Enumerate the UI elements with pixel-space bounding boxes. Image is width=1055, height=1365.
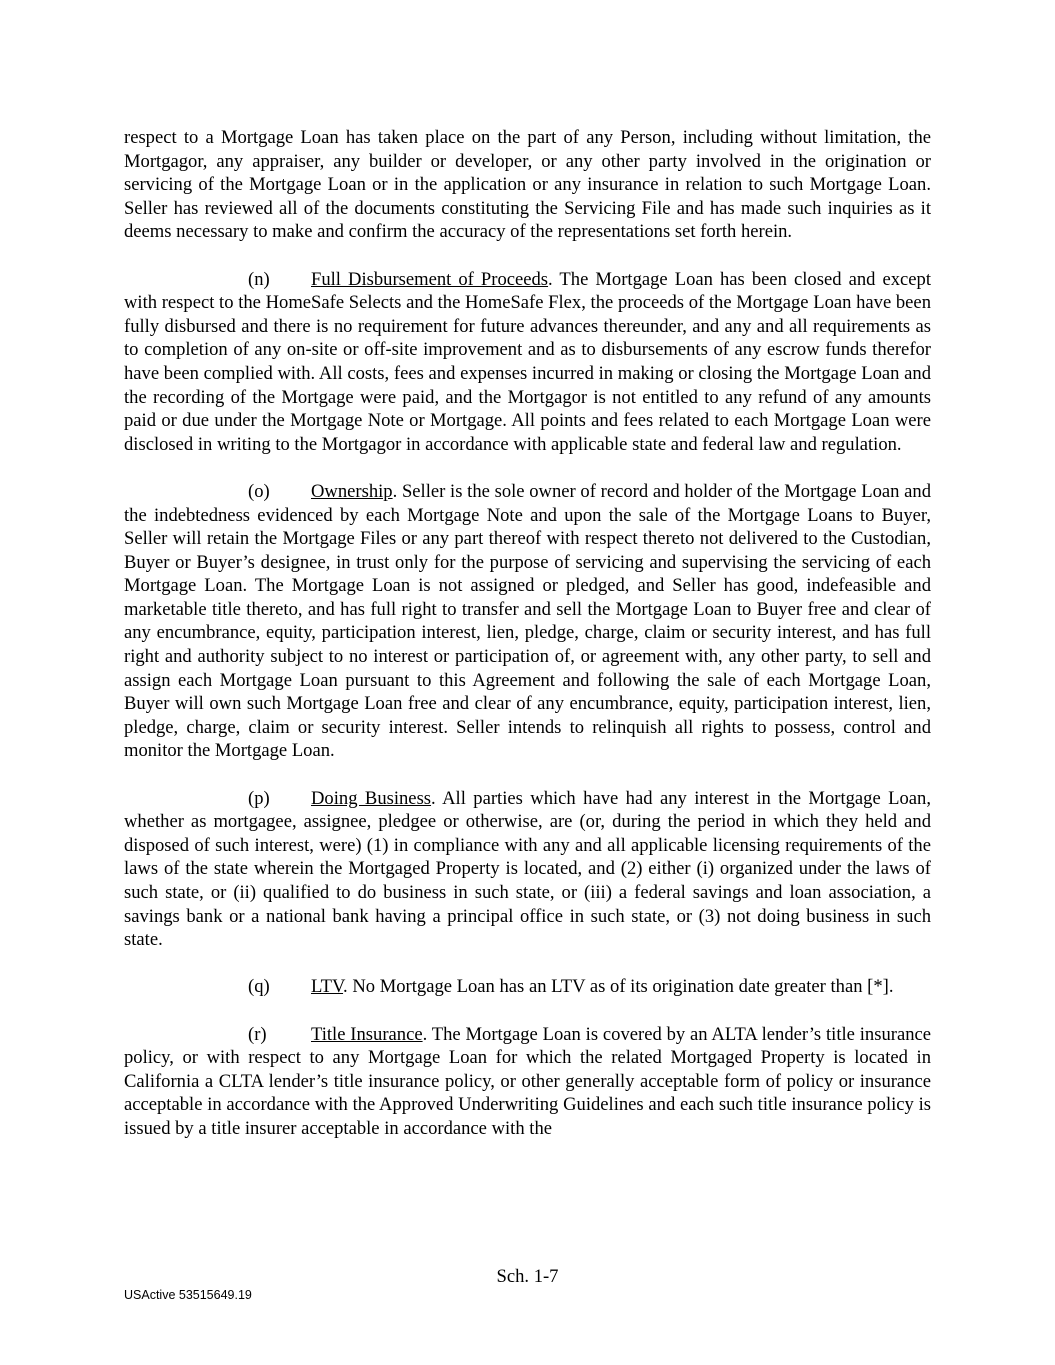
paragraph-q [124,975,931,999]
paragraph-text: . Seller is the sole owner of record and holder of the Mortgage Loan and the indebtedness evidenced by each Mortgage Note and upon the sale of the Mortgage Loans to Buyer, Seller will retain the Mortgage Files or any part thereof with respect thereto not delivered to the Custodian, Buyer or Buyer’s designee, in trust only for the purpose of servicing and supervising the servicing of each Mortgage Loan. The Mortgage Loan is not assigned or pledged, and Seller has good, indefeasible and marketable title thereto, and has full right to transfer and sell the Mortgage Loan to Buyer free and clear of any encumbrance, equity, participation interest, lien, pledge, charge, claim or security interest, and has full right and authority subject to no interest or participation of, or agreement with, any other party, to sell and assign each Mortgage Loan pursuant to this Agreement and following the sale of each Mortgage Loan, Buyer will own such Mortgage Loan free and clear of any encumbrance, equity, participation interest, lien, pledge, charge, claim or security interest. Seller intends to relinquish all rights to possess, control and monitor the Mortgage Loan. [124,480,931,762]
paragraph-heading: Title Insurance [311,1023,423,1045]
paragraph-text: respect to a Mortgage Loan has taken place on the part of any Person, including without limitation, the Mortgagor, any appraiser, any builder or developer, or any other party involved in the origination or servicing of the Mortgage Loan or in the application or any insurance in relation to such Mortgage Loan. Seller has reviewed all of the documents constituting the Servicing File and has made such inquiries as it deems necessary to make and confirm the accuracy of the representations set forth herein. [124,127,931,243]
paragraph-heading: Doing Business [311,787,432,809]
paragraph-enum: (r) [248,1023,267,1045]
paragraph-text: . The Mortgage Loan is covered by an ALTA lender’s title insurance policy, or with respect to any Mortgage Loan for which the related Mortgaged Property is located in California a CLTA lender’s title insurance policy, or other generally acceptable form of policy or insurance acceptable in accordance with the Approved Underwriting Guidelines and each such title insurance policy is issued by a title insurer acceptable in accordance with the [124,1023,932,1139]
paragraph-o [124,480,931,763]
paragraph-r [124,1023,931,1141]
paragraph-heading: LTV [311,976,344,998]
paragraph-continuation [124,126,931,244]
paragraph-enum: (n) [248,268,270,290]
paragraph-text: . The Mortgage Loan has been closed and except with respect to the HomeSafe Selects and the HomeSafe Flex, the proceeds of the Mortgage Loan have been fully disbursed and there is no requirement for future advances thereunder, and any and all requirements as to completion of any on-site or off-site improvement and as to disbursements of any escrow funds therefor have been complied with. All costs, fees and expenses incurred in making or closing the Mortgage Loan and the recording of the Mortgage were paid, and the Mortgagor is not entitled to any refund of any amounts paid or due under the Mortgage Note or Mortgage. All points and fees related to each Mortgage Loan were disclosed in writing to the Mortgagor in accordance with applicable state and federal law and regulation. [124,268,931,455]
paragraph-text: . No Mortgage Loan has an LTV as of its origination date greater than [*]. [343,976,894,998]
paragraph-n [124,268,931,457]
page-number: Sch. 1-7 [496,1266,559,1287]
paragraph-text: . All parties which have had any interest in the Mortgage Loan, whether as mortgagee, assignee, pledgee or otherwise, are (or, during the period in which they held and disposed of such interest, were) (1) in compliance with any and all applicable licensing requirements of the laws of the state wherein the Mortgaged Property is located, and (2) either (i) organized under the laws of such state, or (ii) qualified to do business in such state, or (iii) a federal savings and loan association, a savings bank or a national bank having a principal office in such state, or (3) not doing business in such state. [124,787,931,951]
paragraph-enum: (p) [248,787,270,809]
paragraph-enum: (o) [248,480,270,502]
document-body [124,126,931,1164]
document-id: USActive 53515649.19 [124,1288,252,1302]
paragraph-enum: (q) [248,976,270,998]
paragraph-heading: Full Disbursement of Proceeds [311,268,549,290]
paragraph-p [124,787,931,952]
paragraph-heading: Ownership [311,480,393,502]
